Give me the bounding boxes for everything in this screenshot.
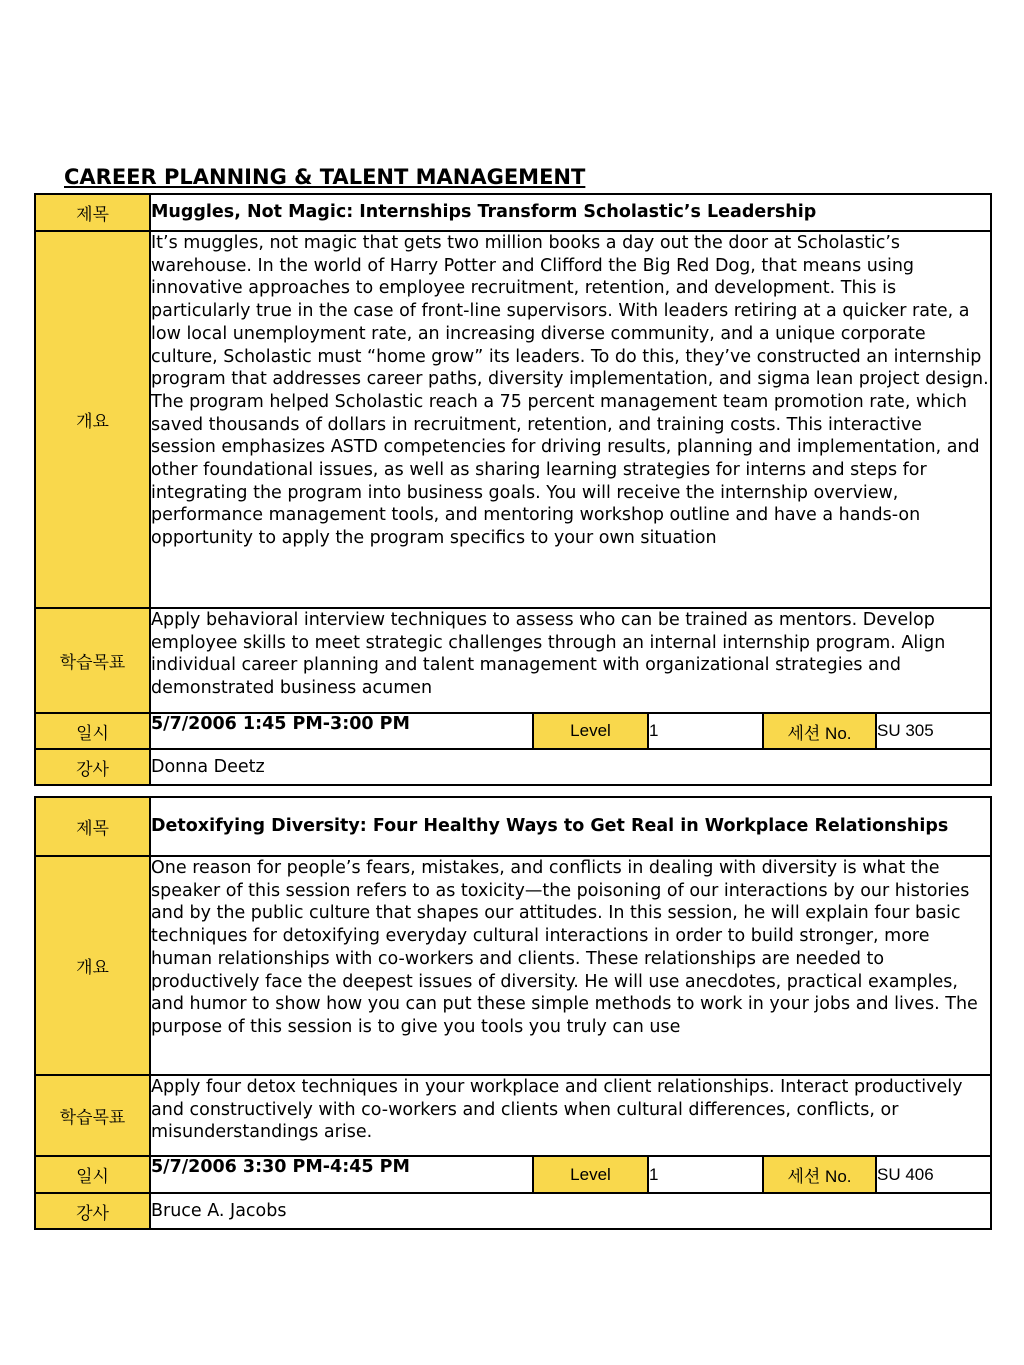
speaker-label: 강사: [35, 1193, 150, 1229]
speaker-row: [35, 1193, 991, 1229]
session-table: [34, 796, 992, 1230]
summary-row: [35, 231, 991, 608]
session-number: SU 406: [876, 1156, 991, 1193]
level-label: Level: [533, 1156, 648, 1193]
page-title: CAREER PLANNING & TALENT MANAGEMENT: [64, 165, 586, 189]
summary-row: [35, 856, 991, 1075]
datetime-label: 일시: [35, 1156, 150, 1193]
session-objectives: Apply four detox techniques in your workplace and client relationships. Interact productively and constructively with co-workers and clients when cultural differences, conflicts, or misunderstandings arise.: [150, 1075, 991, 1156]
session-speaker: Donna Deetz: [150, 749, 991, 785]
schedule-row: [35, 713, 991, 749]
session-summary: It’s muggles, not magic that gets two million books a day out the door at Scholastic’s warehouse. In the world of Harry Potter and Clifford the Big Red Dog, that means using innovative approaches to employee recruitment, retention, and development. This is particularly true in the case of front-line supervisors. With leaders retiring at a quicker rate, a low local unemployment rate, an increasing diverse community, and a unique corporate culture, Scholastic must “home grow” its leaders. To do this, they’ve constructed an internship program that addresses career paths, diversity implementation, and sigma lean project design. The program helped Scholastic reach a 75 percent management team promotion rate, which saved thousands of dollars in recruitment, retention, and training costs. This interactive session emphasizes ASTD competencies for driving results, planning and implementation, and other foundational issues, as well as sharing learning strategies for interns and steps for integrating the program into business goals. You will receive the internship overview, performance management tools, and mentoring workshop outline and have a hands-on opportunity to apply the program specifics to your own situation: [150, 231, 991, 608]
session-no-label: 세션 No.: [763, 713, 876, 749]
objectives-label: 학습목표: [35, 608, 150, 713]
session-title: Muggles, Not Magic: Internships Transform Scholastic’s Leadership: [150, 194, 991, 231]
objectives-row: [35, 1075, 991, 1156]
objectives-row: [35, 608, 991, 713]
title-label: 제목: [35, 797, 150, 856]
session-objectives: Apply behavioral interview techniques to assess who can be trained as mentors. Develop employee skills to meet strategic challenges through an internal internship program. Align individual career planning and talent management with organizational strategies and demonstrated business acumen: [150, 608, 991, 713]
speaker-row: [35, 749, 991, 785]
session-speaker: Bruce A. Jacobs: [150, 1193, 991, 1229]
session-level: 1: [648, 1156, 763, 1193]
session-datetime: 5/7/2006 1:45 PM-3:00 PM: [150, 713, 533, 749]
session-level: 1: [648, 713, 763, 749]
session-number: SU 305: [876, 713, 991, 749]
speaker-label: 강사: [35, 749, 150, 785]
level-label: Level: [533, 713, 648, 749]
summary-label: 개요: [35, 231, 150, 608]
session-summary: One reason for people’s fears, mistakes, and conflicts in dealing with diversity is what the speaker of this session refers to as toxicity—the poisoning of our interactions by our histories and by the public culture that shapes our attitudes. In this session, he will explain four basic techniques for detoxifying everyday cultural interactions in order to build stronger, more human relationships with co-workers and clients. These relationships are needed to productively face the deepest issues of diversity. He will use anecdotes, practical examples, and humor to show how you can put these simple methods to work in your jobs and lives. The purpose of this session is to give you tools you truly can use: [150, 856, 991, 1075]
datetime-label: 일시: [35, 713, 150, 749]
title-row: [35, 194, 991, 231]
objectives-label: 학습목표: [35, 1075, 150, 1156]
schedule-row: [35, 1156, 991, 1193]
session-title: Detoxifying Diversity: Four Healthy Ways to Get Real in Workplace Relationships: [150, 797, 991, 856]
session-datetime: 5/7/2006 3:30 PM-4:45 PM: [150, 1156, 533, 1193]
session-no-label: 세션 No.: [763, 1156, 876, 1193]
title-label: 제목: [35, 194, 150, 231]
summary-label: 개요: [35, 856, 150, 1075]
session-table: [34, 193, 992, 786]
title-row: [35, 797, 991, 856]
